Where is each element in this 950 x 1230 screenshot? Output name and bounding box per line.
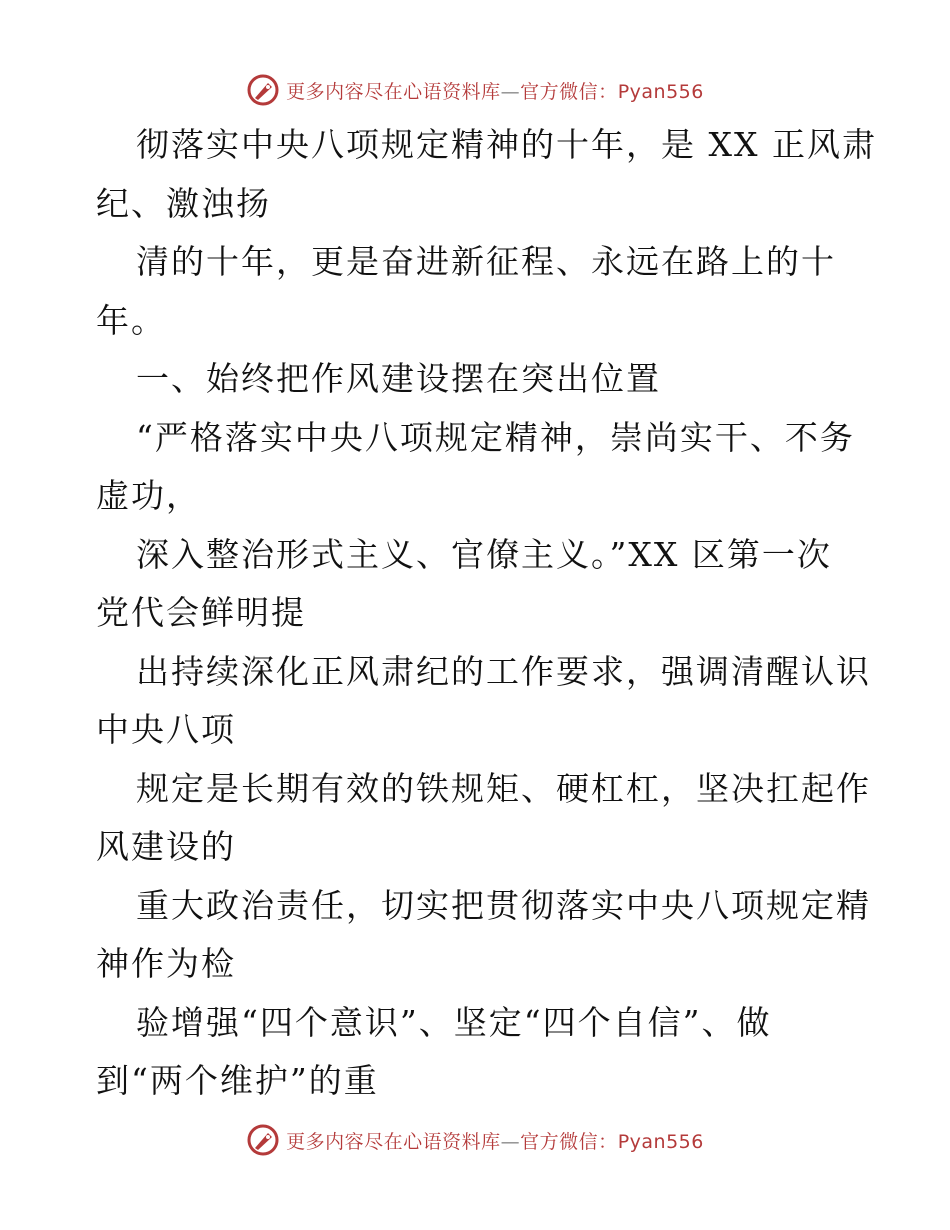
text-line: “严格落实中央八项规定精神，崇尚实干、不务 [136,417,855,457]
text-line: 出持续深化正风肃纪的工作要求，强调清醒认识 [136,651,871,691]
text-line: 到“两个维护”的重 [96,1061,379,1100]
text-line: 中央八项 [96,710,236,749]
banner-text: 更多内容尽在心语资料库—官方微信：Pyan556 [286,1130,704,1153]
text-line: 重大政治责任，切实把贯彻落实中央八项规定精 [136,885,871,925]
text-line: 彻落实中央八项规定精神的十年，是 XX 正风肃 [136,125,877,164]
text-line: 年。 [96,300,166,340]
banner-text: 更多内容尽在心语资料库—官方微信：Pyan556 [286,80,704,103]
text-line: 清的十年，更是奋进新征程、永远在路上的十 [136,242,836,281]
header-banner [0,70,950,110]
text-line: 纪、激浊扬 [96,183,271,223]
text-line: 一、始终把作风建设摆在突出位置 [136,359,661,398]
pen-nib-icon [246,1123,280,1157]
text-line: 党代会鲜明提 [96,593,306,632]
document-body [96,116,877,1111]
text-line: 神作为检 [96,944,236,983]
text-line: 风建设的 [96,827,236,866]
pen-nib-icon [246,73,280,107]
footer-banner [0,1120,950,1160]
text-line: 规定是长期有效的铁规矩、硬杠杠，坚决扛起作 [136,768,871,808]
text-line: 虚功， [96,476,201,515]
text-line: 深入整治形式主义、官僚主义。”XX 区第一次 [136,534,832,574]
text-line: 验增强“四个意识”、坚定“四个自信”、做 [136,1002,772,1042]
